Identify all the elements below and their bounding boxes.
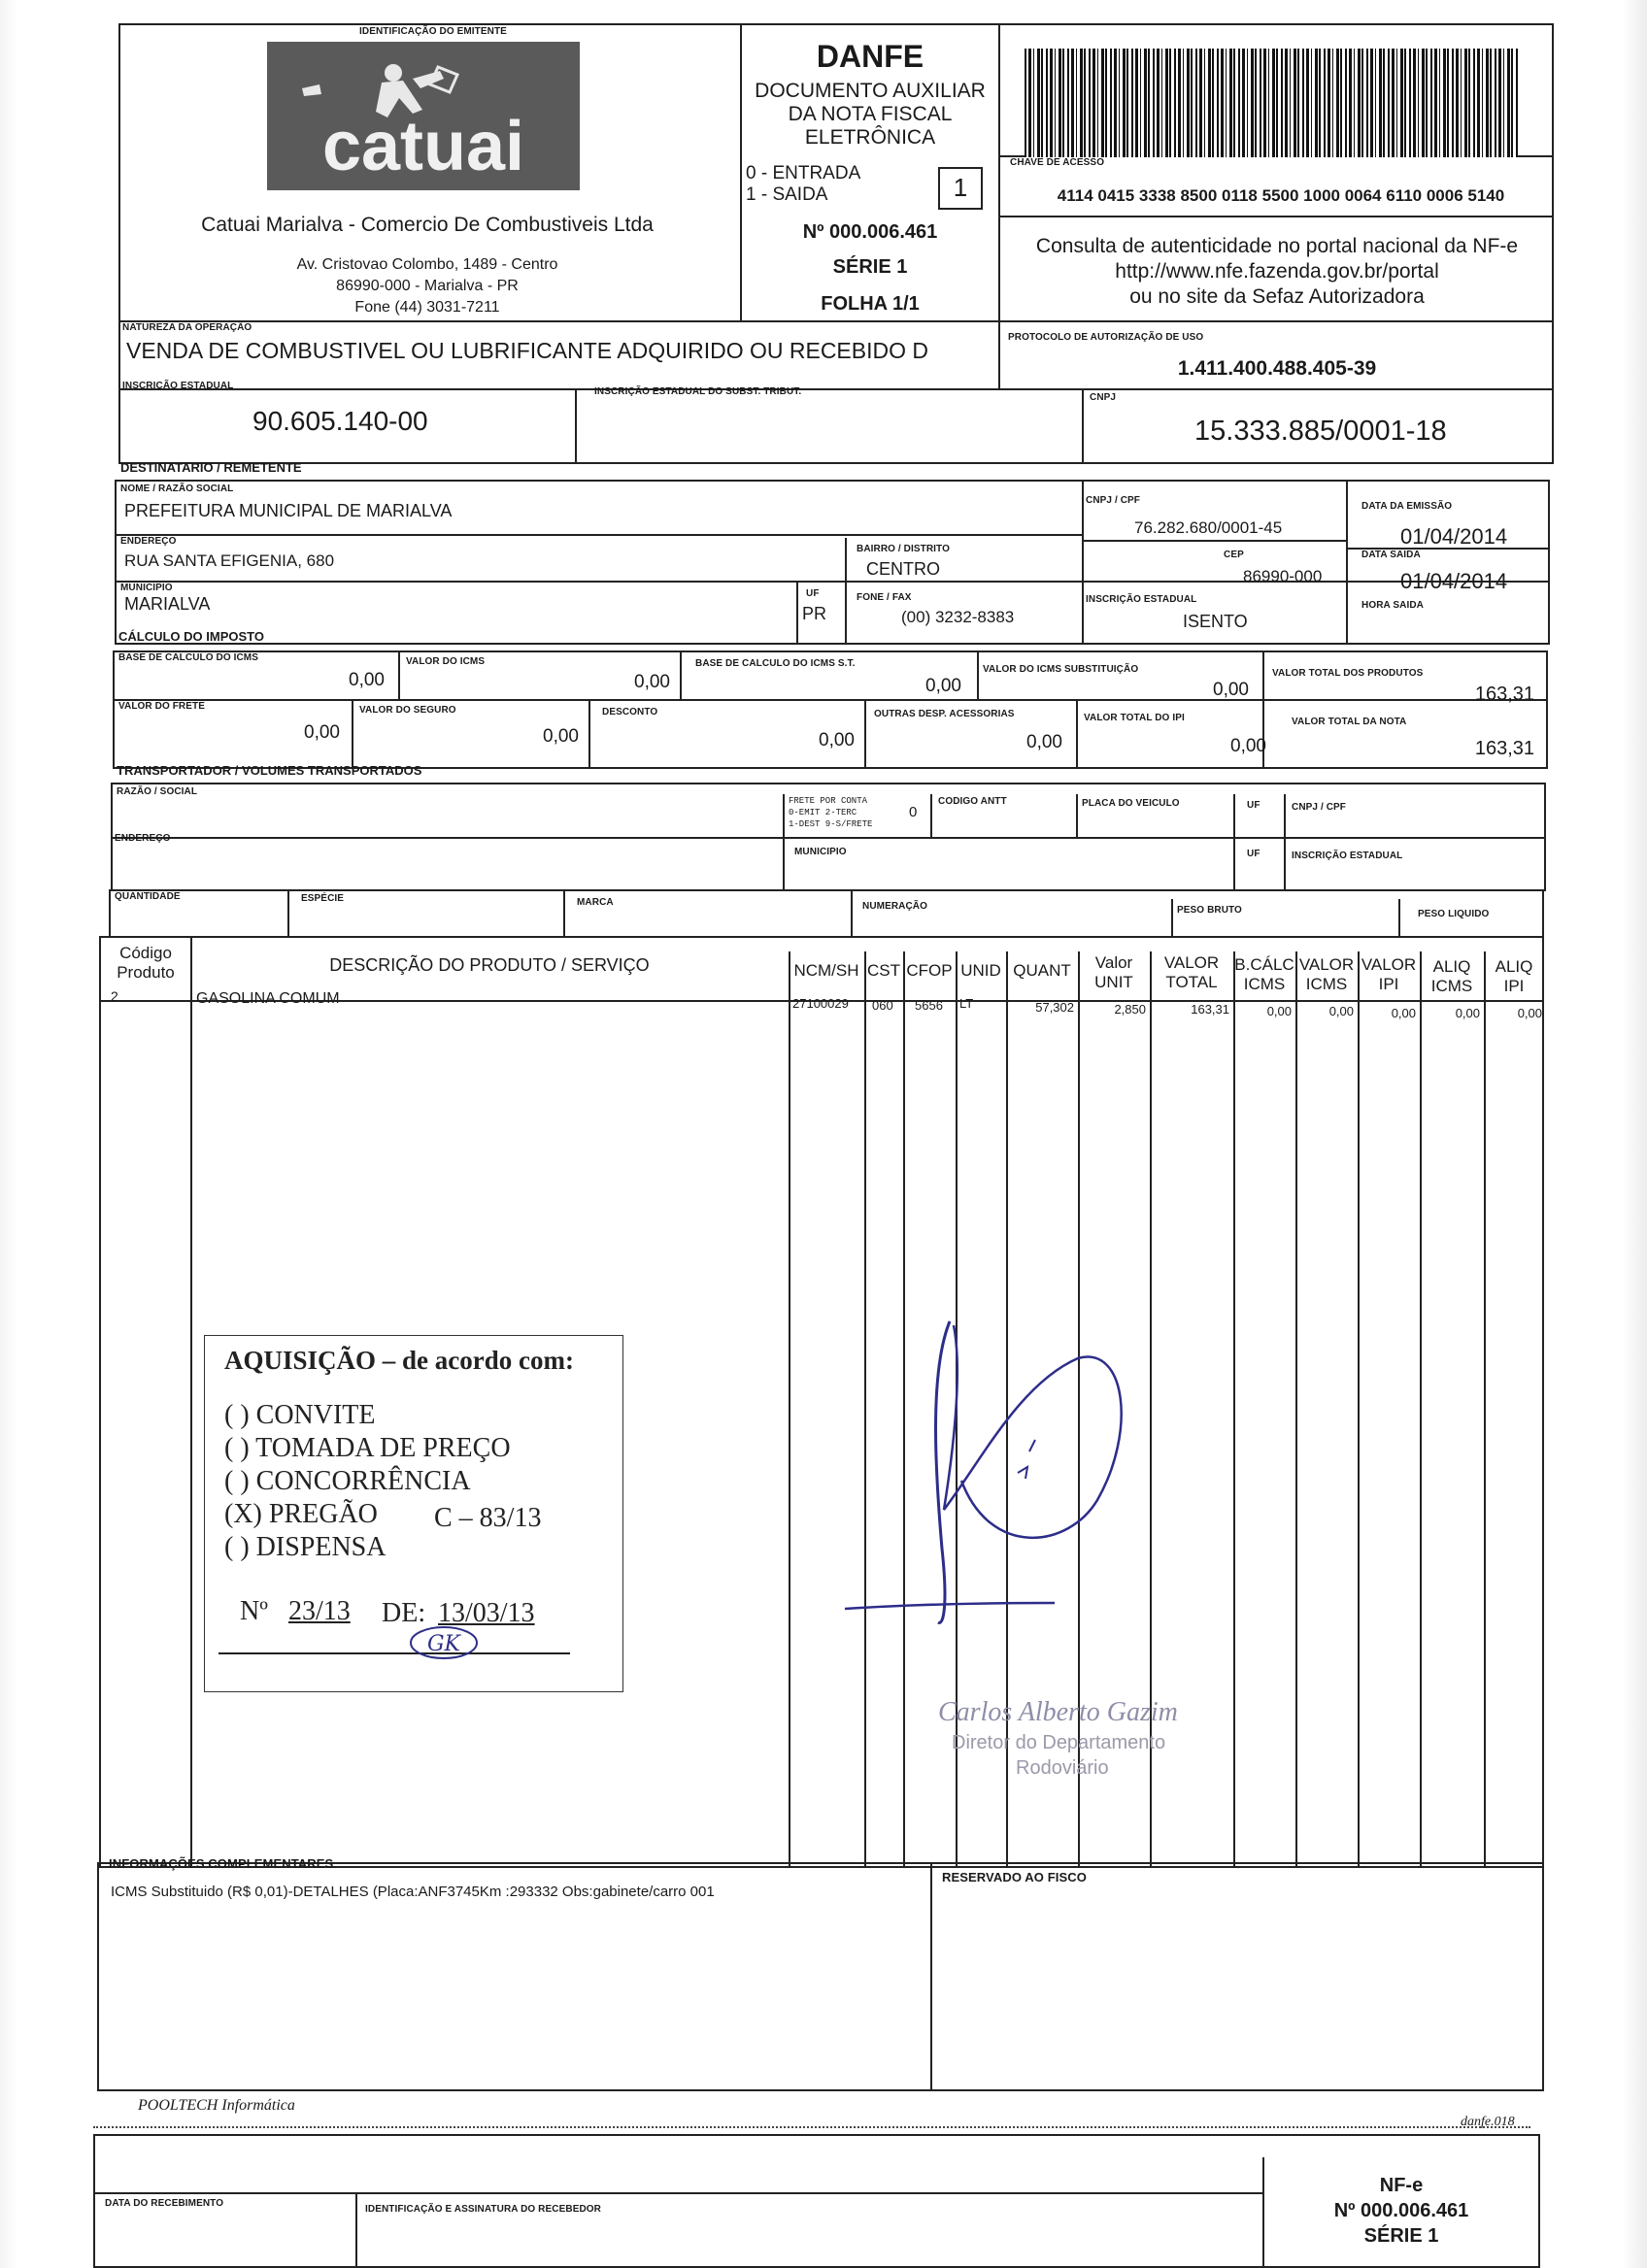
col-vtotal-text: VALOR TOTAL (1163, 953, 1220, 991)
base-icms-label: BASE DE CALCULO DO ICMS (118, 652, 258, 663)
emitente-name: Catuai Marialva - Comercio De Combustiveis Ltda (201, 214, 654, 236)
danfe-saida: 1 - SAIDA (746, 184, 828, 205)
col-codigo-text: Código Produto (117, 944, 175, 982)
peso-bruto-label: PESO BRUTO (1177, 905, 1242, 916)
ie-st-label: INSCRIÇÃO ESTADUAL DO SUBST. TRIBUT. (594, 386, 802, 397)
dest-saida-label: DATA SAIDA (1361, 550, 1421, 560)
ipi: 0,00 (1230, 736, 1266, 756)
recebedor-label: IDENTIFICAÇÃO E ASSINATURA DO RECEBEDOR (365, 2204, 601, 2215)
stamp-op-pregao: (X) PREGÃO (224, 1499, 378, 1529)
item-aipi: 0,00 (1517, 1006, 1542, 1020)
cut-line (93, 2126, 1530, 2128)
dest-hora-label: HORA SAIDA (1361, 600, 1424, 611)
col-vipi (1358, 955, 1420, 994)
transp-cnpj-label: CNPJ / CPF (1292, 802, 1347, 813)
col-aipi (1484, 957, 1544, 996)
emitente-phone: Fone (44) 3031-7211 (354, 299, 500, 316)
col-vicms-text: VALOR ICMS (1298, 955, 1355, 993)
total-prod: 163,31 (1474, 684, 1534, 705)
natureza-value: VENDA DE COMBUSTIVEL OU LUBRIFICANTE ADQUIRIDO OU RECEBIDO D (126, 338, 929, 363)
col-vipi-text: VALOR IPI (1361, 955, 1417, 993)
stamp-op-tomada: ( ) TOMADA DE PREÇO (224, 1433, 511, 1463)
item-quant: 57,302 (1035, 1000, 1074, 1015)
form-code: danfe.018 (1461, 2115, 1515, 2129)
signature-role-2: Rodoviário (1016, 1757, 1109, 1779)
transp-endereco-label: ENDEREÇO (115, 833, 171, 844)
info-value: ICMS Substituido (R$ 0,01)-DETALHES (Placa:ANF3745Km :293332 Obs:gabinete/carro 001 (111, 1884, 715, 1900)
total-nota-label: VALOR TOTAL DA NOTA (1292, 717, 1407, 727)
cnpj-value: 15.333.885/0001-18 (1194, 416, 1447, 447)
item-descricao: GASOLINA COMUM (196, 990, 340, 1007)
destinatario-section: DESTINATARIO / REMETENTE (120, 460, 302, 475)
ie-value: 90.605.140-00 (252, 406, 428, 436)
numeracao-label: NUMERAÇÃO (862, 901, 928, 912)
emitente-address: Av. Cristovao Colombo, 1489 - Centro (296, 256, 558, 273)
dest-cep: 86990-000 (1243, 567, 1323, 585)
total-prod-label: VALOR TOTAL DOS PRODUTOS (1272, 668, 1424, 679)
desconto: 0,00 (819, 730, 855, 750)
transp-frete-line-3: 1-DEST 9-S/FRETE (789, 819, 873, 829)
base-st: 0,00 (925, 676, 961, 696)
danfe-serie: SÉRIE 1 (832, 256, 908, 278)
software-credit: POOLTECH Informática (138, 2097, 295, 2114)
col-aicms (1420, 957, 1484, 996)
item-unid: LT (959, 996, 974, 1011)
danfe-numero: Nº 000.006.461 (802, 221, 938, 243)
transp-placa-label: PLACA DO VEICULO (1082, 798, 1180, 809)
consulta-line-3: ou no site da Sefaz Autorizadora (1129, 285, 1425, 308)
transp-municipio-label: MUNICIPIO (794, 847, 847, 857)
item-bcalc: 0,00 (1266, 1004, 1292, 1018)
stamp-de-label: DE: (382, 1598, 426, 1628)
emitente-label: IDENTIFICAÇÃO DO EMITENTE (359, 26, 507, 37)
chave-value: 4114 0415 3338 8500 0118 5500 1000 0064 6110 0006 5140 (1057, 186, 1505, 205)
svg-text:GK: GK (426, 1632, 461, 1656)
recibo-nfe: NF-e (1379, 2175, 1424, 2196)
dest-endereco: RUA SANTA EFIGENIA, 680 (124, 551, 335, 570)
item-vunit: 2,850 (1114, 1002, 1146, 1017)
dest-cnpj: 76.282.680/0001-45 (1134, 518, 1283, 537)
danfe-tipo: 1 (953, 173, 968, 202)
danfe-subtitle-1: DOCUMENTO AUXILIAR (755, 80, 986, 102)
valor-icms-label: VALOR DO ICMS (406, 656, 486, 667)
dest-nome-label: NOME / RAZÃO SOCIAL (120, 484, 234, 494)
dest-municipio: MARIALVA (124, 594, 211, 614)
item-aicms: 0,00 (1455, 1006, 1480, 1020)
especie-label: ESPÉCIE (301, 893, 345, 904)
danfe-title: DANFE (816, 39, 924, 74)
transp-ie-label: INSCRIÇÃO ESTADUAL (1292, 850, 1403, 861)
dest-bairro-label: BAIRRO / DISTRITO (857, 544, 950, 554)
dest-municipio-label: MUNICIPIO (120, 583, 173, 593)
valor-icms: 0,00 (634, 672, 670, 692)
col-cst: CST (867, 961, 900, 980)
base-icms: 0,00 (349, 670, 385, 690)
item-vicms: 0,00 (1328, 1004, 1354, 1018)
recibo-serie: SÉRIE 1 (1363, 2225, 1439, 2247)
transp-frete-line-1: FRETE POR CONTA (789, 796, 868, 806)
col-vicms (1295, 955, 1358, 994)
consulta-line-1: Consulta de autenticidade no portal nacional da NF-e (1035, 235, 1519, 257)
dest-saida: 01/04/2014 (1400, 569, 1508, 593)
imposto-section: CÁLCULO DO IMPOSTO (118, 629, 264, 644)
stamp-title: AQUISIÇÃO – de acordo com: (224, 1346, 574, 1375)
col-cfop: CFOP (906, 961, 953, 980)
transp-frete-value: 0 (909, 804, 918, 820)
transp-uf-label: UF (1247, 800, 1260, 811)
dest-ie: ISENTO (1183, 612, 1248, 631)
recebimento-label: DATA DO RECEBIMENTO (105, 2198, 224, 2209)
col-ncm: NCM/SH (793, 961, 859, 980)
danfe-subtitle-2: DA NOTA FISCAL (788, 103, 953, 125)
consulta-line-2: http://www.nfe.fazenda.gov.br/portal (1115, 260, 1439, 283)
seguro-label: VALOR DO SEGURO (359, 705, 456, 716)
signature-name: Carlos Alberto Gazim (938, 1697, 1178, 1727)
item-cfop: 5656 (915, 998, 943, 1013)
protocolo-value: 1.411.400.488.405-39 (1177, 357, 1377, 380)
dest-cep-label: CEP (1224, 550, 1244, 560)
transportador-section: TRANSPORTADOR / VOLUMES TRANSPORTADOS (117, 763, 422, 778)
stamp-data: 13/03/13 (438, 1598, 535, 1628)
seguro: 0,00 (543, 726, 579, 747)
fisco-label: RESERVADO AO FISCO (942, 1870, 1087, 1884)
handwritten-signature (835, 1316, 1146, 1646)
outras: 0,00 (1026, 732, 1062, 752)
col-aipi-text: ALIQ IPI (1495, 957, 1533, 995)
transp-frete-line-2: 0-EMIT 2-TERC (789, 808, 857, 817)
signature-role-1: Diretor do Departamento (952, 1732, 1166, 1753)
stamp-numero: 23/13 (288, 1596, 351, 1626)
col-bcalc (1233, 955, 1295, 994)
dest-uf: PR (802, 604, 827, 623)
item-ncm: 27100029 (792, 996, 849, 1011)
chave-label: CHAVE DE ACESSO (1010, 157, 1105, 168)
peso-liquido-label: PESO LIQUIDO (1418, 909, 1490, 919)
logo-text: catuai (321, 108, 525, 185)
col-quant: QUANT (1013, 961, 1071, 980)
stamp-rubrica (405, 1623, 483, 1662)
valor-st-label: VALOR DO ICMS SUBSTITUIÇÃO (983, 664, 1139, 675)
dest-cnpj-label: CNPJ / CPF (1086, 495, 1141, 506)
col-vunit-text: Valor UNIT (1094, 953, 1133, 991)
dest-ie-label: INSCRIÇÃO ESTADUAL (1086, 594, 1197, 605)
aquisicao-stamp (204, 1335, 623, 1692)
danfe-folha: FOLHA 1/1 (821, 293, 920, 315)
col-unid: UNID (960, 961, 1001, 980)
col-vunit (1078, 953, 1150, 992)
dest-bairro: CENTRO (866, 559, 940, 579)
stamp-op-concorrencia: ( ) CONCORRÊNCIA (224, 1466, 471, 1496)
barcode (1025, 49, 1518, 157)
item-cst: 060 (872, 998, 893, 1013)
cnpj-label: CNPJ (1090, 392, 1117, 403)
dest-endereco-label: ENDEREÇO (120, 536, 177, 547)
col-codigo (101, 944, 190, 983)
company-logo (267, 42, 580, 190)
qtd-label: QUANTIDADE (115, 891, 181, 902)
col-vtotal (1150, 953, 1233, 992)
info-label: INFORMAÇÕES COMPLEMENTARES (109, 1856, 334, 1871)
transp-uf2-label: UF (1247, 849, 1260, 859)
danfe-subtitle-3: ELETRÔNICA (804, 126, 936, 149)
base-st-label: BASE DE CALCULO DO ICMS S.T. (695, 658, 856, 669)
frete-label: VALOR DO FRETE (118, 701, 205, 712)
transp-razao-label: RAZÃO / SOCIAL (117, 786, 198, 797)
item-codigo: 2 (111, 988, 118, 1004)
stamp-numero-label: Nº (240, 1596, 268, 1626)
col-aicms-text: ALIQ ICMS (1430, 957, 1473, 995)
dest-emissao-label: DATA DA EMISSÃO (1361, 501, 1453, 512)
dest-fone-label: FONE / FAX (857, 592, 912, 603)
natureza-label: NATUREZA DA OPERAÇÃO (122, 322, 252, 333)
valor-st: 0,00 (1213, 680, 1249, 700)
frete: 0,00 (304, 722, 340, 743)
dest-emissao: 01/04/2014 (1400, 524, 1508, 549)
stamp-op-dispensa: ( ) DISPENSA (224, 1532, 387, 1562)
stamp-op-pregao-ref: C – 83/13 (434, 1503, 542, 1533)
dest-fone: (00) 3232-8383 (901, 608, 1015, 626)
marca-label: MARCA (577, 897, 614, 908)
transp-antt-label: CODIGO ANTT (938, 796, 1007, 807)
dest-nome: PREFEITURA MUNICIPAL DE MARIALVA (124, 501, 453, 520)
dest-uf-label: UF (806, 588, 820, 599)
col-bcalc-text: B.CÁLC ICMS (1234, 955, 1294, 993)
col-descricao: DESCRIÇÃO DO PRODUTO / SERVIÇO (329, 955, 650, 975)
emitente-city: 86990-000 - Marialva - PR (336, 278, 519, 294)
protocolo-label: PROTOCOLO DE AUTORIZAÇÃO DE USO (1008, 332, 1204, 343)
ipi-label: VALOR TOTAL DO IPI (1084, 713, 1185, 723)
item-vtotal: 163,31 (1191, 1002, 1229, 1017)
stamp-op-convite: ( ) CONVITE (224, 1400, 376, 1430)
danfe-entrada: 0 - ENTRADA (746, 163, 861, 183)
item-vipi: 0,00 (1391, 1006, 1416, 1020)
outras-label: OUTRAS DESP. ACESSORIAS (874, 709, 1015, 719)
ie-label: INSCRIÇÃO ESTADUAL (122, 381, 234, 391)
desconto-label: DESCONTO (602, 707, 658, 717)
total-nota: 163,31 (1474, 738, 1534, 759)
recibo-numero: Nº 000.006.461 (1333, 2200, 1469, 2221)
